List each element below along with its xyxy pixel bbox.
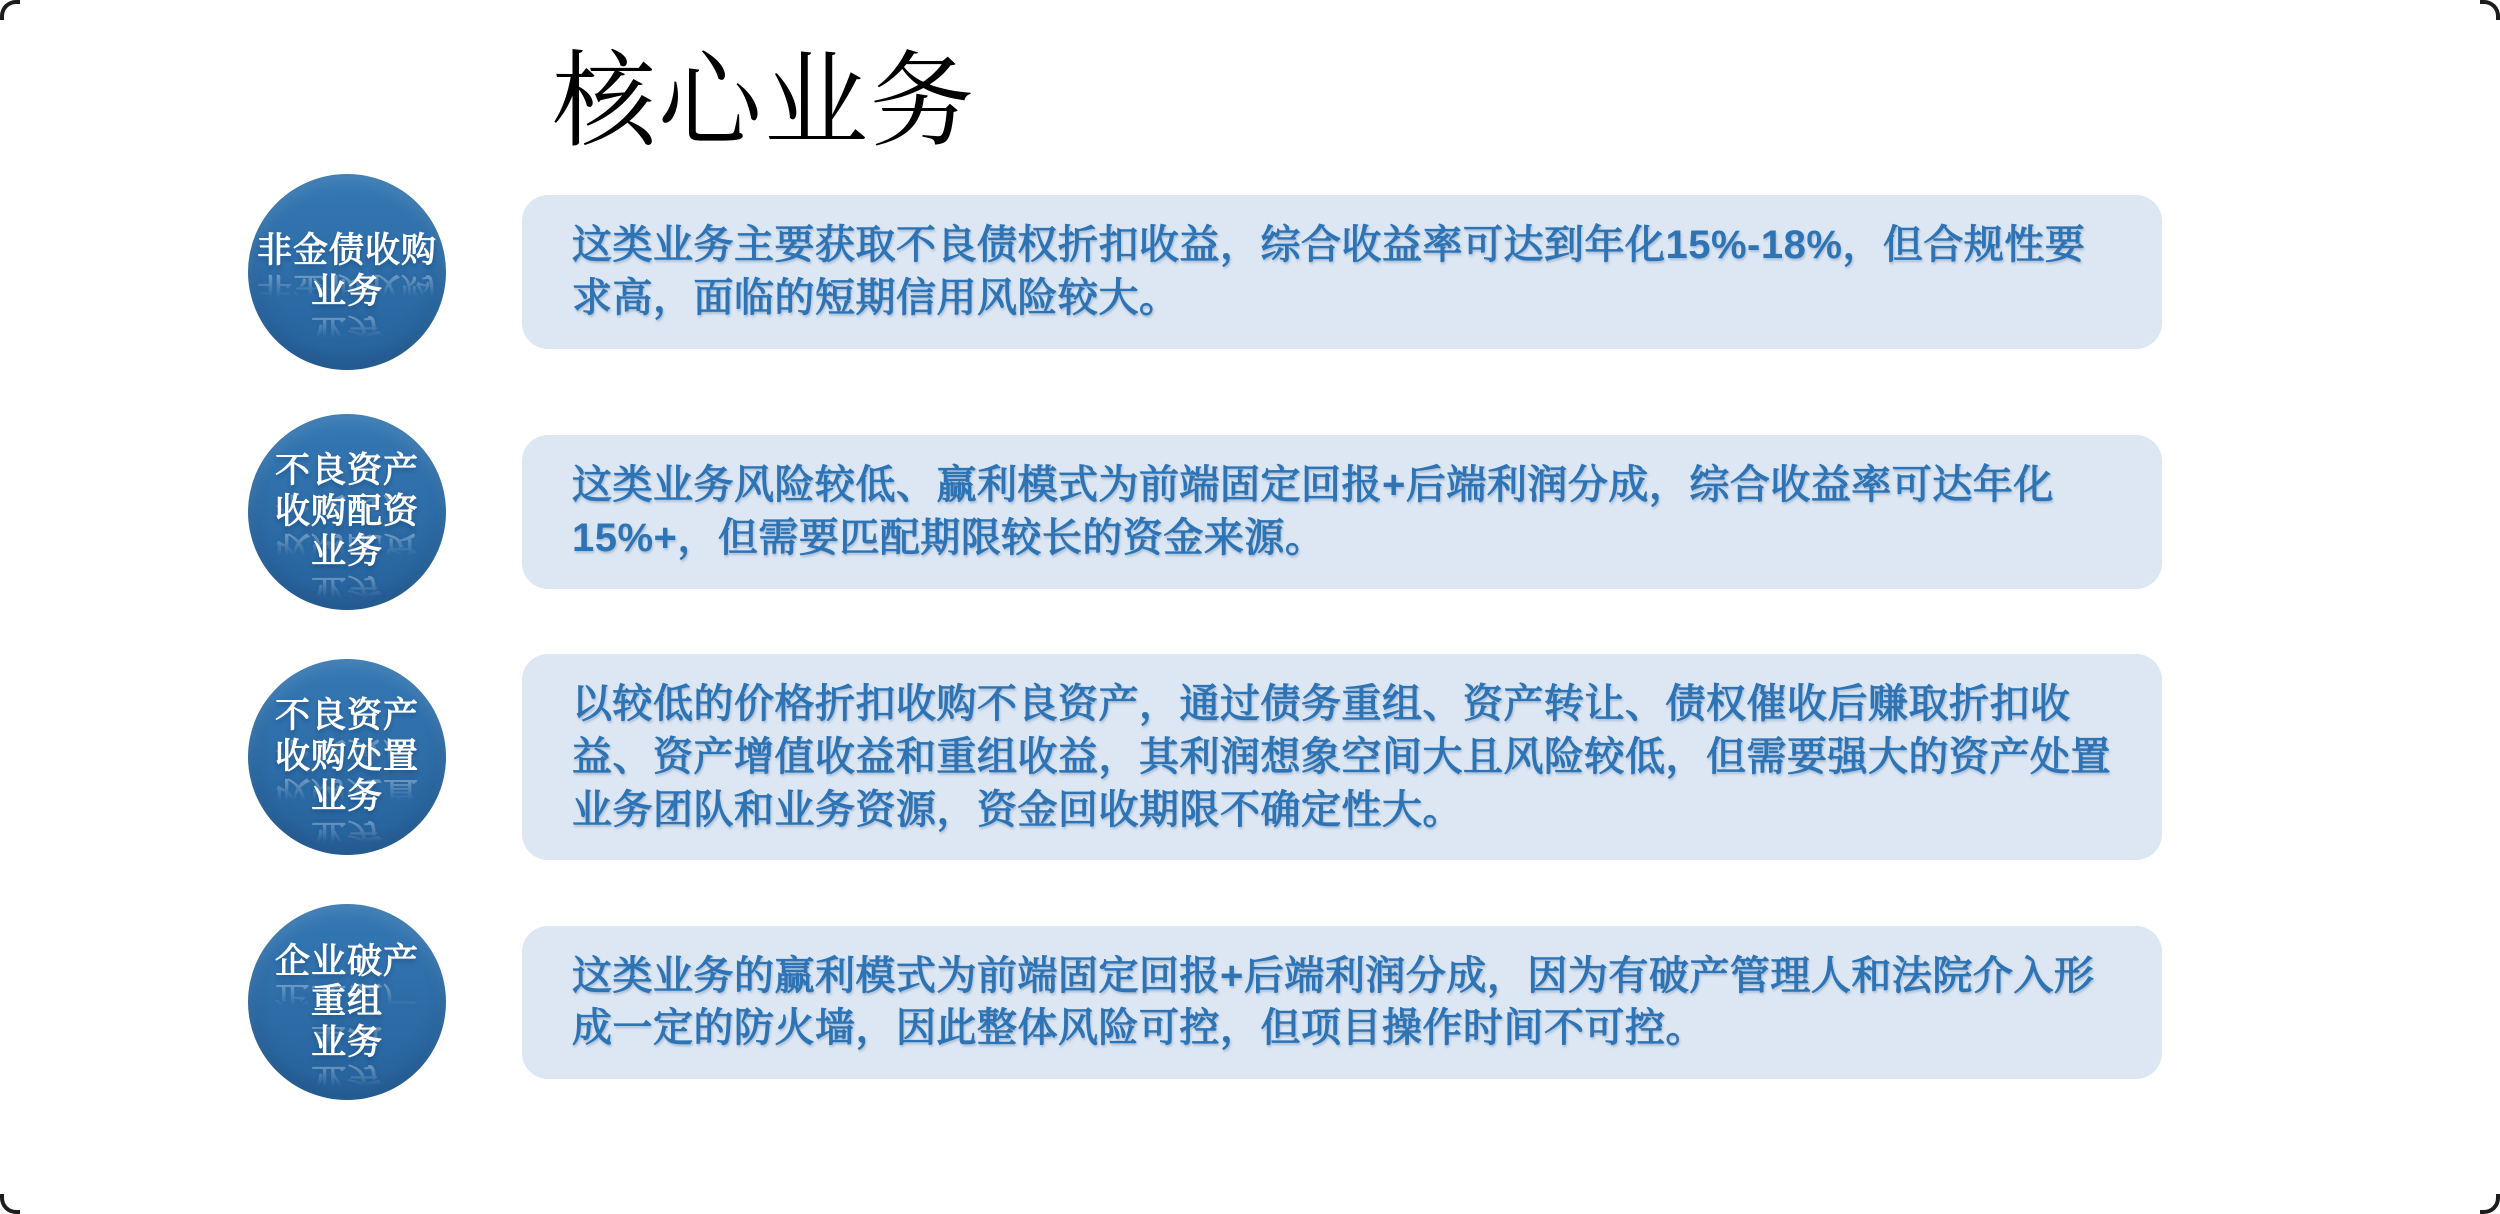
screenshot-corner-bottom-right: [2480, 1194, 2500, 1214]
page-title: 核心业务: [552, 45, 977, 160]
business-badge-circle: [248, 174, 446, 370]
business-badge-circle: [248, 414, 446, 610]
badge-label-line: 非金债收购: [256, 231, 437, 271]
badge-label-line: 收购处置: [274, 736, 419, 776]
business-row: [248, 414, 2162, 610]
description-card: [522, 195, 2162, 349]
badge-label-line: 业务: [310, 272, 383, 311]
business-badge-circle: [248, 659, 446, 855]
badge-label-line: 不良资产: [274, 696, 419, 736]
description-card: [522, 435, 2162, 589]
description-text: 这类业务主要获取不良债权折扣收益，综合收益率可达到年化15%-18%，但合规性要求高，面临的短期信用风险较大。: [572, 223, 2086, 320]
business-badge-circle: [248, 904, 446, 1100]
description-card: [522, 926, 2162, 1080]
badge-label-line: 业务: [310, 1022, 383, 1062]
badge-label-line: 不良资产: [274, 451, 419, 491]
business-row: [248, 174, 2162, 370]
badge-label-line: 业务: [310, 532, 383, 572]
badge-label-line: 企业破产: [274, 941, 419, 981]
business-rows: [0, 174, 2500, 1100]
description-card: [522, 654, 2162, 860]
badge-label-line: 重组: [310, 982, 383, 1022]
screenshot-corner-top-left: [0, 0, 20, 20]
badge-label-line: 收购配资: [274, 491, 419, 531]
badge-label-line: 业务: [310, 777, 383, 817]
description-text: 这类业务风险较低、赢利模式为前端固定回报+后端利润分成，综合收益率可达年化15%+，但需要匹配期限较长的资金来源。: [572, 463, 2054, 560]
business-row: [248, 904, 2162, 1100]
screenshot-corner-bottom-left: [0, 1194, 20, 1214]
business-row: [248, 654, 2162, 860]
description-text: 这类业务的赢利模式为前端固定回报+后端利润分成，因为有破产管理人和法院介入形成一定的防火墙，因此整体风险可控，但项目操作时间不可控。: [572, 953, 2095, 1051]
description-text: 以较低的价格折扣收购不良资产，通过债务重组、资产转让、债权催收后赚取折扣收益、资产增值收益和重组收益，其利润想象空间大且风险较低，但需要强大的资产处置业务团队和业务资源，资金回收期限不确定性大。: [572, 682, 2111, 832]
screenshot-corner-top-right: [2480, 0, 2500, 20]
